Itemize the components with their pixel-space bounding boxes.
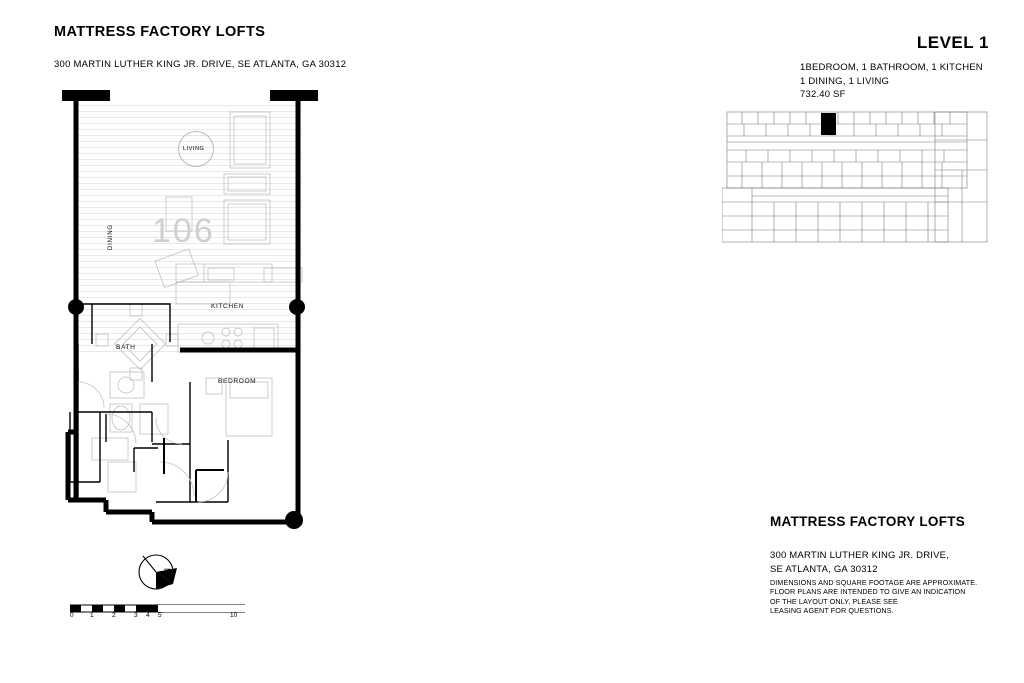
unit-composition-line-1: 1BEDROOM, 1 BATHROOM, 1 KITCHEN <box>800 62 983 73</box>
scale-tick-3: 3 <box>134 612 138 619</box>
footer-disclaimer <box>770 578 977 616</box>
room-label-bath: BATH <box>116 344 136 351</box>
scale-tick-4: 4 <box>146 612 150 619</box>
scale-bar-ticks <box>70 612 250 624</box>
scale-tick-5: 5 <box>158 612 162 619</box>
scale-tick-2: 2 <box>112 612 116 619</box>
page-address: 300 MARTIN LUTHER KING JR. DRIVE, SE ATLANTA, GA 30312 <box>54 59 347 70</box>
footer-title: MATTRESS FACTORY LOFTS <box>770 514 966 529</box>
room-label-bedroom: BEDROOM <box>218 378 257 385</box>
footer-disclaimer-line-1: DIMENSIONS AND SQUARE FOOTAGE ARE APPROXIMATE. <box>770 578 978 587</box>
unit-number-watermark: 106 <box>152 212 215 250</box>
footer-disclaimer-line-4: LEASING AGENT FOR QUESTIONS. <box>770 606 894 616</box>
room-label-kitchen: KITCHEN <box>211 303 245 310</box>
footer-address-line-2: SE ATLANTA, GA 30312 <box>770 564 878 575</box>
scale-tick-0: 0 <box>70 612 74 619</box>
room-label-living: LIVING <box>183 146 205 152</box>
scale-tick-1: 1 <box>90 612 94 619</box>
key-plan-diagram <box>722 110 990 245</box>
footer-disclaimer-line-3: OF THE LAYOUT ONLY, PLEASE SEE <box>770 596 898 606</box>
unit-area: 732.40 SF <box>800 89 846 100</box>
unit-composition <box>800 61 983 102</box>
footer-address <box>770 549 949 577</box>
page-title: MATTRESS FACTORY LOFTS <box>54 24 266 40</box>
scale-tick-10: 10 <box>230 612 238 619</box>
keyplan-highlighted-unit <box>821 113 836 135</box>
unit-composition-line-2: 1 DINING, 1 LIVING <box>800 75 890 87</box>
compass-rose-icon <box>132 548 190 596</box>
level-label: LEVEL 1 <box>916 33 989 52</box>
footer-address-line-1: 300 MARTIN LUTHER KING JR. DRIVE, <box>770 550 950 561</box>
footer-disclaimer-line-2: FLOOR PLANS ARE INTENDED TO GIVE AN INDICATION <box>770 587 966 597</box>
compass-north-label: N <box>162 568 172 575</box>
room-label-dining: DINING <box>108 224 114 250</box>
